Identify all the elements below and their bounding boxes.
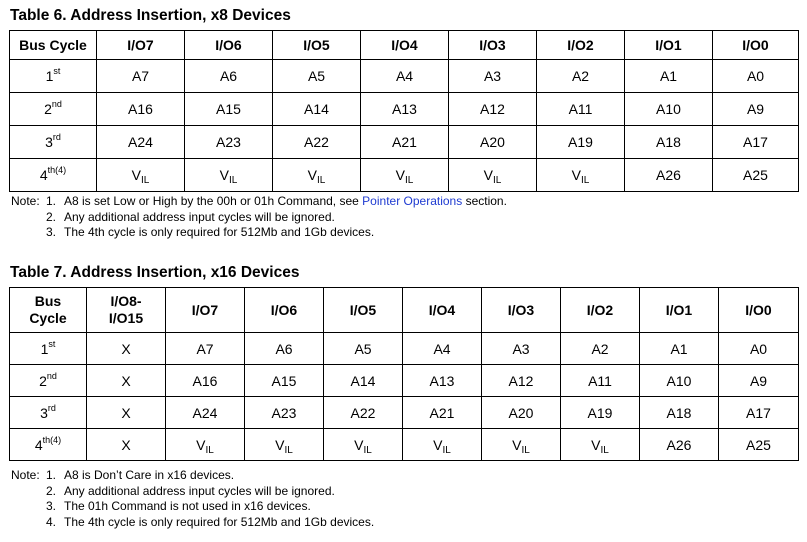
cycle-suffix: rd: [52, 132, 61, 142]
cell-value: A13: [392, 101, 417, 117]
address-cell: [625, 93, 713, 126]
cell-value: V: [307, 167, 317, 183]
cell-value: A20: [480, 134, 505, 150]
address-cell: [273, 60, 361, 93]
cell-value: V: [395, 167, 405, 183]
bus-cycle-cell: [10, 397, 87, 429]
cycle-suffix: nd: [46, 370, 57, 381]
address-cell: [166, 333, 245, 365]
header-io15: I/O15: [108, 310, 144, 326]
address-cell: [719, 365, 799, 397]
address-cell: [640, 333, 719, 365]
cell-value: A2: [571, 68, 590, 84]
bus-cycle-cell: [10, 429, 87, 461]
cell-value: X: [121, 340, 131, 357]
cell-value: A25: [743, 167, 768, 183]
cell-value: A5: [307, 68, 326, 84]
note-text: The 4th cycle is only required for 512Mb and 1Gb devices.: [64, 514, 375, 529]
address-cell: [625, 60, 713, 93]
header-io0: I/O0: [719, 288, 799, 333]
address-cell: [324, 429, 403, 461]
address-cell: [97, 159, 185, 192]
pointer-operations-link[interactable]: Pointer Operations: [362, 194, 463, 208]
cell-value: A24: [128, 134, 153, 150]
cell-value: A12: [508, 372, 534, 389]
address-cell: [537, 126, 625, 159]
table6-title: Table 6. Address Insertion, x8 Devices: [10, 7, 291, 24]
cell-value: A13: [429, 372, 455, 389]
note-text: A8 is set Low or High by the 00h or 01h Command, see: [64, 194, 363, 208]
cell-value: A4: [395, 68, 414, 84]
address-cell: [561, 397, 640, 429]
address-cell: [166, 429, 245, 461]
address-cell: [561, 429, 640, 461]
header-io7: I/O7: [97, 31, 185, 60]
header-io6: I/O6: [185, 31, 273, 60]
cycle-number: 3: [45, 134, 53, 150]
table-row: [10, 429, 799, 461]
address-cell: [537, 60, 625, 93]
cell-value: V: [433, 436, 443, 453]
cell-value: A14: [304, 101, 329, 117]
cell-value: A12: [480, 101, 505, 117]
header-io8: I/O8-: [110, 293, 142, 309]
address-cell: [482, 429, 561, 461]
cycle-suffix: nd: [51, 99, 62, 109]
address-cell: [166, 397, 245, 429]
header-io1: I/O1: [640, 288, 719, 333]
cell-value: A10: [656, 101, 681, 117]
cell-value: V: [275, 436, 285, 453]
address-cell: [640, 429, 719, 461]
cell-value: A0: [749, 340, 768, 357]
cell-value: A17: [746, 404, 771, 421]
table6-header-row: [10, 31, 799, 60]
cell-value: A22: [350, 404, 376, 421]
cycle-suffix: st: [48, 338, 56, 349]
address-cell: [273, 93, 361, 126]
address-cell: [245, 397, 324, 429]
cell-subscript: IL: [205, 444, 214, 456]
note-text: The 4th cycle is only required for 512Mb and 1Gb devices.: [64, 225, 375, 240]
cell-subscript: IL: [284, 444, 293, 456]
cell-value: X: [121, 436, 131, 453]
header-io4: I/O4: [361, 31, 449, 60]
cycle-number: 1: [40, 340, 49, 357]
address-cell: [561, 333, 640, 365]
address-cell: [640, 397, 719, 429]
bus-cycle-cell: [10, 333, 87, 365]
cell-value: A3: [483, 68, 502, 84]
cell-value: V: [483, 167, 493, 183]
address-cell: [273, 159, 361, 192]
note-text: A8 is Don’t Care in x16 devices.: [64, 468, 235, 482]
cell-value: V: [354, 436, 364, 453]
address-cell: [482, 365, 561, 397]
table7-notes: [11, 468, 374, 530]
address-cell: [537, 93, 625, 126]
note-number: 2.: [46, 483, 57, 498]
address-cell: [449, 93, 537, 126]
header-cycle: Cycle: [29, 310, 67, 326]
header-io4: I/O4: [403, 288, 482, 333]
address-cell: [361, 126, 449, 159]
bus-cycle-cell: [10, 126, 97, 159]
cell-value: A19: [568, 134, 593, 150]
cell-value: A0: [746, 68, 765, 84]
cell-value: A16: [128, 101, 153, 117]
cell-value: A1: [659, 68, 678, 84]
cell-value: A14: [350, 372, 376, 389]
header-bus: Bus: [34, 293, 62, 309]
cell-value: V: [131, 167, 141, 183]
address-cell: [449, 126, 537, 159]
cell-value: V: [196, 436, 206, 453]
note-text-tail: section.: [462, 194, 507, 208]
cell-value: A15: [271, 372, 297, 389]
cell-value: A16: [192, 372, 218, 389]
note-number: 4.: [46, 514, 57, 529]
address-cell: [449, 60, 537, 93]
cycle-number: 1: [45, 68, 54, 84]
table-row: [10, 93, 799, 126]
cell-value: A1: [670, 340, 688, 357]
cell-value: A24: [192, 404, 218, 421]
header-io2: I/O2: [561, 288, 640, 333]
address-cell: [324, 397, 403, 429]
header-io7: I/O7: [166, 288, 245, 333]
cycle-suffix: rd: [47, 402, 56, 413]
note-lead: Note:: [11, 194, 40, 208]
header-io8-io15: [87, 288, 166, 333]
table-row: [10, 159, 799, 192]
cell-subscript: IL: [363, 444, 372, 456]
address-cell: [449, 159, 537, 192]
address-cell: [166, 365, 245, 397]
address-cell: [361, 159, 449, 192]
header-io6: I/O6: [245, 288, 324, 333]
address-cell: [87, 429, 166, 461]
note-text: Any additional address input cycles will be ignored.: [64, 483, 335, 498]
address-cell: [537, 159, 625, 192]
cell-value: A20: [508, 404, 534, 421]
address-cell: [713, 159, 799, 192]
cycle-suffix: th(4): [42, 434, 62, 445]
address-cell: [245, 365, 324, 397]
cell-subscript: IL: [600, 444, 609, 456]
note-number: 1.: [46, 468, 57, 482]
address-cell: [97, 60, 185, 93]
table-row: [10, 60, 799, 93]
address-cell: [361, 93, 449, 126]
cell-value: A3: [512, 340, 530, 357]
address-cell: [719, 397, 799, 429]
cell-value: A10: [666, 372, 692, 389]
address-cell: [245, 429, 324, 461]
cell-value: A21: [429, 404, 455, 421]
note-text: The 01h Command is not used in x16 devices.: [64, 499, 311, 514]
table7-title: Table 7. Address Insertion, x16 Devices: [10, 264, 300, 281]
cell-value: X: [121, 372, 131, 389]
bus-cycle-cell: [10, 93, 97, 126]
address-cell: [185, 60, 273, 93]
address-cell: [713, 93, 799, 126]
address-cell: [403, 429, 482, 461]
cycle-number: 3: [40, 404, 48, 421]
cell-value: A11: [588, 372, 612, 389]
cell-value: A19: [587, 404, 613, 421]
cell-value: A18: [666, 404, 692, 421]
cell-value: V: [512, 436, 522, 453]
address-cell: [625, 159, 713, 192]
cell-subscript: IL: [493, 175, 502, 186]
address-cell: [324, 365, 403, 397]
cell-value: A7: [131, 68, 150, 84]
address-cell: [185, 93, 273, 126]
table7-header-row: [10, 288, 799, 333]
note-lead: Note:: [11, 468, 40, 482]
address-cell: [273, 126, 361, 159]
cycle-suffix: st: [53, 66, 61, 76]
table7: [9, 287, 799, 461]
address-cell: [87, 333, 166, 365]
address-cell: [324, 333, 403, 365]
table6: [9, 30, 799, 192]
bus-cycle-cell: [10, 159, 97, 192]
cell-subscript: IL: [141, 175, 150, 186]
cycle-number: 2: [44, 101, 52, 117]
cycle-number: 4: [34, 436, 43, 453]
cell-value: V: [591, 436, 601, 453]
cell-subscript: IL: [229, 175, 238, 186]
cycle-number: 2: [39, 372, 47, 389]
cell-value: A9: [746, 101, 765, 117]
address-cell: [625, 126, 713, 159]
cell-value: A23: [271, 404, 297, 421]
cell-value: A9: [749, 372, 768, 389]
table-row: [10, 397, 799, 429]
table-row: [10, 126, 799, 159]
cell-value: V: [571, 167, 581, 183]
address-cell: [713, 126, 799, 159]
bus-cycle-cell: [10, 365, 87, 397]
cell-value: A6: [275, 340, 293, 357]
header-bus-cycle: [10, 288, 87, 333]
note-text: Any additional address input cycles will be ignored.: [64, 209, 335, 224]
cell-value: A25: [746, 436, 771, 453]
cycle-number: 4: [39, 167, 48, 183]
cell-value: A26: [666, 436, 692, 453]
address-cell: [97, 126, 185, 159]
cell-value: A11: [568, 101, 593, 117]
address-cell: [482, 397, 561, 429]
address-cell: [640, 365, 719, 397]
header-io3: I/O3: [449, 31, 537, 60]
address-cell: [87, 365, 166, 397]
bus-cycle-cell: [10, 60, 97, 93]
address-cell: [482, 333, 561, 365]
cell-subscript: IL: [521, 444, 530, 456]
address-cell: [561, 365, 640, 397]
table-row: [10, 333, 799, 365]
cell-value: X: [121, 404, 131, 421]
address-cell: [361, 60, 449, 93]
cell-value: A4: [433, 340, 451, 357]
cell-value: A2: [591, 340, 609, 357]
cell-value: A15: [216, 101, 241, 117]
cell-value: V: [219, 167, 229, 183]
table6-notes: [11, 194, 507, 241]
header-io0: I/O0: [713, 31, 799, 60]
cell-value: A26: [656, 167, 681, 183]
cell-subscript: IL: [442, 444, 451, 456]
cell-value: A17: [743, 134, 768, 150]
cell-value: A23: [216, 134, 241, 150]
note-number: 2.: [46, 209, 57, 224]
address-cell: [719, 333, 799, 365]
address-cell: [719, 429, 799, 461]
header-io5: I/O5: [324, 288, 403, 333]
address-cell: [97, 93, 185, 126]
note-number: 3.: [46, 225, 57, 240]
cycle-suffix: th(4): [47, 165, 67, 175]
address-cell: [185, 126, 273, 159]
cell-value: A18: [656, 134, 681, 150]
address-cell: [245, 333, 324, 365]
cell-subscript: IL: [405, 175, 414, 186]
header-io1: I/O1: [625, 31, 713, 60]
table-row: [10, 365, 799, 397]
cell-subscript: IL: [317, 175, 326, 186]
address-cell: [185, 159, 273, 192]
cell-value: A7: [196, 340, 214, 357]
cell-value: A21: [392, 134, 417, 150]
note-number: 1.: [46, 194, 57, 208]
address-cell: [403, 365, 482, 397]
cell-value: A5: [354, 340, 372, 357]
header-io2: I/O2: [537, 31, 625, 60]
address-cell: [87, 397, 166, 429]
address-cell: [713, 60, 799, 93]
header-io3: I/O3: [482, 288, 561, 333]
header-bus-cycle: Bus Cycle: [10, 31, 97, 60]
header-io5: I/O5: [273, 31, 361, 60]
address-cell: [403, 397, 482, 429]
address-cell: [403, 333, 482, 365]
cell-subscript: IL: [581, 175, 590, 186]
cell-value: A22: [304, 134, 329, 150]
cell-value: A6: [219, 68, 238, 84]
note-number: 3.: [46, 499, 57, 514]
